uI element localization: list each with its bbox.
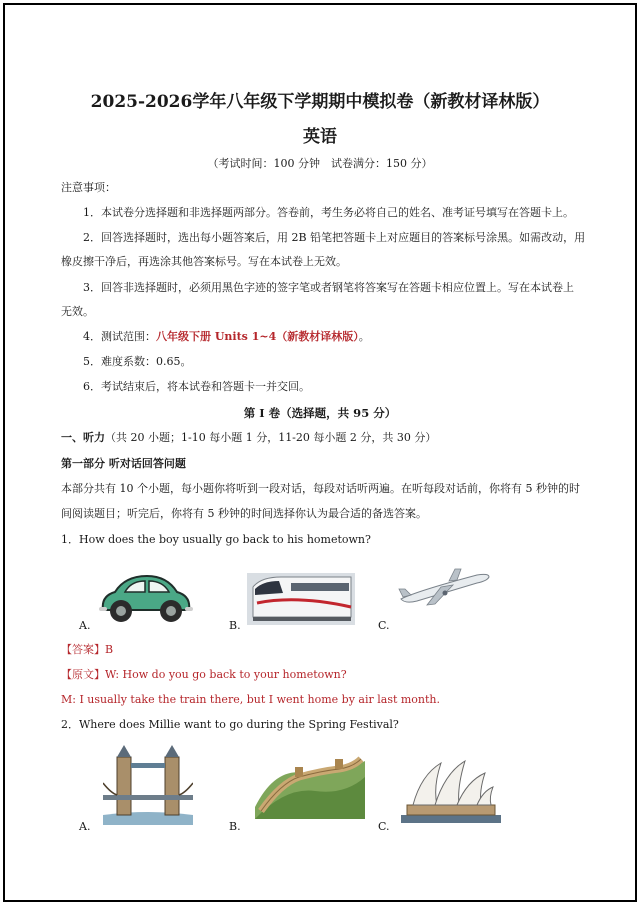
airplane-icon xyxy=(397,567,493,607)
note-item-2-line-1: 2．回答选择题时，选出每小题答案后，用 2B 铅笔把答题卡上对应题目的答案标号涂黑。如需改动，用 xyxy=(83,231,586,244)
q2-option-a[interactable]: A. xyxy=(79,820,91,833)
q2-option-c[interactable]: C. xyxy=(378,820,390,833)
note-item-6: 6．考试结束后，将本试卷和答题卡一并交回。 xyxy=(83,380,310,393)
q1-option-b[interactable]: B. xyxy=(229,619,241,632)
great-wall-icon xyxy=(255,747,365,819)
question-2: 2．Where does Millie want to go during the Spring Festival? xyxy=(61,718,399,731)
listening-detail: （共 20 小题；1-10 每小题 1 分，11-20 每小题 2 分，共 30 分） xyxy=(105,431,437,444)
note-item-3-line-2: 无效。 xyxy=(61,305,94,318)
volume-title: 第 I 卷（选择题，共 95 分） xyxy=(243,406,397,420)
q1-option-a[interactable]: A. xyxy=(79,619,91,632)
note-item-5: 5．难度系数：0.65。 xyxy=(83,355,192,368)
q2-option-b[interactable]: B. xyxy=(229,820,241,833)
part1-title: 第一部分 听对话回答问题 xyxy=(61,457,186,470)
subject-title: 英语 xyxy=(303,127,337,147)
instructions-line-1: 本部分共有 10 个小题，每小题你将听到一段对话，每段对话听两遍。在听每段对话前，你将有 5 秒钟的时 xyxy=(61,482,580,495)
note-item-4-prefix: 4．测试范围： xyxy=(83,330,156,343)
note-item-2-line-2: 橡皮擦干净后，再选涂其他答案标号。写在本试卷上无效。 xyxy=(61,255,347,268)
note-item-3-line-1: 3．回答非选择题时，必须用黑色字迹的签字笔或者钢笔将答案写在答题卡相应位置上。写在本试卷上 xyxy=(83,281,574,294)
note-item-4 xyxy=(83,329,370,344)
test-scope: 八年级下册 Units 1~4（新教材译林版） xyxy=(156,330,359,343)
listening-heading: 一、听力 xyxy=(61,431,105,444)
notes-heading: 注意事项： xyxy=(61,181,116,194)
q1-transcript-line-2: M: I usually take the train there, but I went home by air last month. xyxy=(61,693,441,706)
exam-info: （考试时间：100 分钟 试卷满分：150 分） xyxy=(207,157,433,170)
q1-option-c[interactable]: C. xyxy=(378,619,390,632)
note-item-4-suffix: 。 xyxy=(358,330,370,343)
tower-bridge-icon xyxy=(103,743,193,825)
q1-answer: 【答案】B xyxy=(61,643,114,656)
note-item-1: 1．本试卷分选择题和非选择题两部分。答卷前，考生务必将自己的姓名、准考证号填写在答题卡上。 xyxy=(83,206,574,219)
q1-transcript-line-1: 【原文】W: How do you go back to your hometown? xyxy=(61,668,347,681)
instructions-line-2: 间阅读题目；听完后，你将有 5 秒钟的时间选择你认为最合适的备选答案。 xyxy=(61,507,427,520)
exam-title: 2025-2026学年八年级下学期期中模拟卷（新教材译林版） xyxy=(90,92,550,112)
train-icon xyxy=(247,573,355,625)
question-1: 1．How does the boy usually go back to his hometown? xyxy=(61,533,371,546)
opera-house-icon xyxy=(401,757,501,823)
listening-section xyxy=(61,430,436,445)
exam-page xyxy=(3,3,637,902)
car-icon xyxy=(95,570,197,626)
